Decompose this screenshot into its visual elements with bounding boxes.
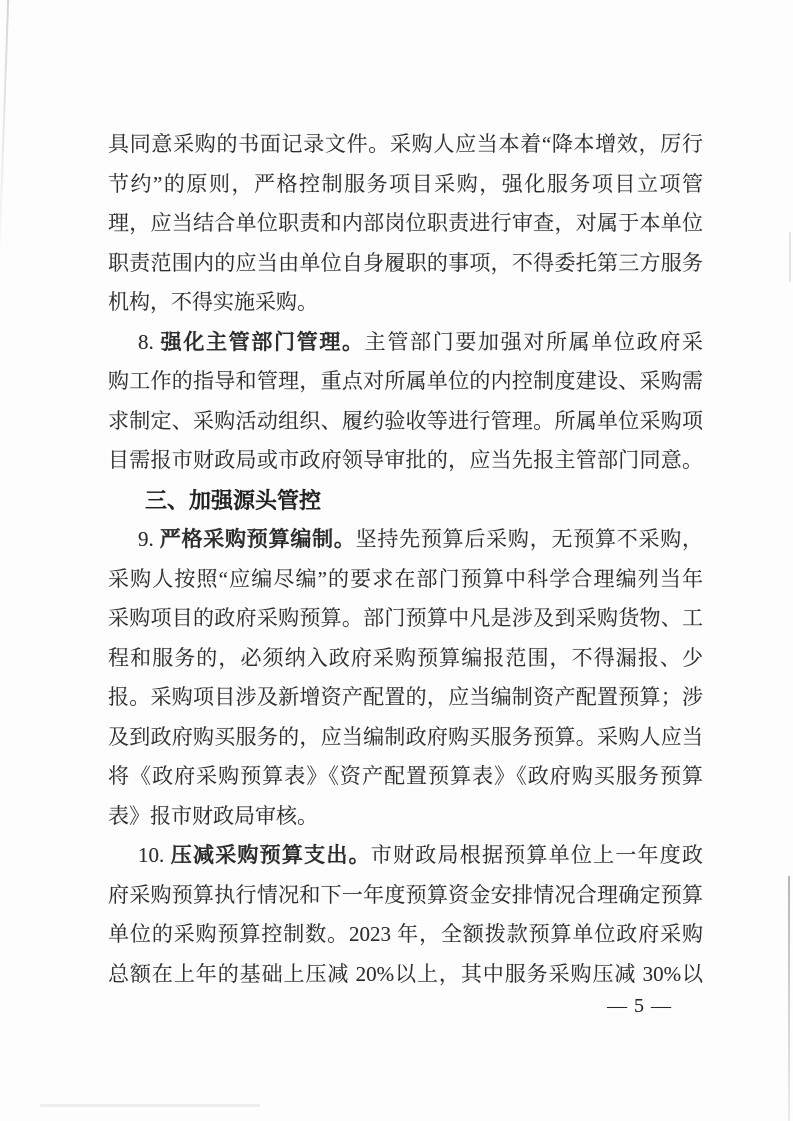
paragraph-lead-bold: 强化主管部门管理。 — [160, 329, 365, 354]
text-line-paragraph-10-start — [108, 836, 703, 876]
text-line: 购工作的指导和管理，重点对所属单位的内控制度建设、采购需 — [108, 369, 703, 393]
text-line: 单位的采购预算控制数。2023 年，全额拨款预算单位政府采购 — [108, 922, 703, 946]
text-line-paragraph-8-start — [108, 323, 703, 363]
page-number: — 5 — — [607, 995, 672, 1017]
paragraph-text: 主管部门要加强对所属单位政府采 — [364, 329, 704, 354]
scan-artifact-left-edge — [0, 0, 9, 247]
text-line: 采购项目的政府采购预算。部门预算中凡是涉及到采购货物、工 — [108, 606, 703, 630]
text-line: 表》报市财政局审核。 — [108, 803, 318, 828]
paragraph-number: 8. — [138, 329, 161, 354]
paragraph-number: 10. — [138, 843, 171, 867]
text-line: 机构，不得实施采购。 — [108, 290, 318, 314]
text-line: 职责范围内的应当由单位自身履职的事项，不得委托第三方服务 — [108, 250, 703, 275]
text-line: 程和服务的，必须纳入政府采购预算编报范围，不得漏报、少 — [108, 645, 703, 670]
text-line: 求制定、采购活动组织、履约验收等进行管理。所属单位采购项 — [108, 408, 703, 433]
paragraph-lead-bold: 压减采购预算支出。 — [170, 843, 371, 867]
text-line: 及到政府购买服务的，应当编制政府购买服务预算。采购人应当 — [108, 724, 703, 749]
paragraph-text: 市财政局根据预算单位上一年度政 — [370, 843, 704, 867]
section-heading: 三、加强源头管控 — [145, 487, 322, 513]
scan-artifact-right-mark — [789, 232, 791, 282]
text-line: 总额在上年的基础上压减 20%以上，其中服务采购压减 30%以 — [108, 961, 703, 986]
paragraph-text: 坚持先预算后采购，无预算不采购， — [355, 527, 704, 551]
text-line: 采购人按照“应编尽编”的要求在部门预算中科学合理编列当年 — [108, 566, 703, 591]
scan-artifact-bottom-smudge — [40, 1104, 260, 1107]
text-line: 报。采购项目涉及新增资产配置的，应当编制资产配置预算；涉 — [108, 685, 703, 709]
paragraph-lead-bold: 严格采购预算编制。 — [159, 527, 356, 551]
text-line: 目需报市财政局或市政府领导审批的，应当先报主管部门同意。 — [108, 448, 703, 472]
text-line: 具同意采购的书面记录文件。采购人应当本着“降本增效，厉行 — [108, 132, 703, 156]
text-line: 节约”的原则，严格控制服务项目采购，强化服务项目立项管 — [108, 171, 703, 196]
paragraph-number: 9. — [138, 527, 160, 551]
text-line: 府采购预算执行情况和下一年度预算资金安排情况合理确定预算 — [108, 882, 703, 907]
text-line: 理，应当结合单位职责和内部岗位职责进行审查，对属于本单位 — [108, 211, 703, 235]
text-line-paragraph-9-start — [108, 520, 703, 560]
scan-artifact-right-edge — [788, 876, 790, 1121]
text-line: 将《政府采购预算表》《资产配置预算表》《政府购买服务预算 — [108, 764, 703, 788]
document-body — [108, 125, 703, 994]
